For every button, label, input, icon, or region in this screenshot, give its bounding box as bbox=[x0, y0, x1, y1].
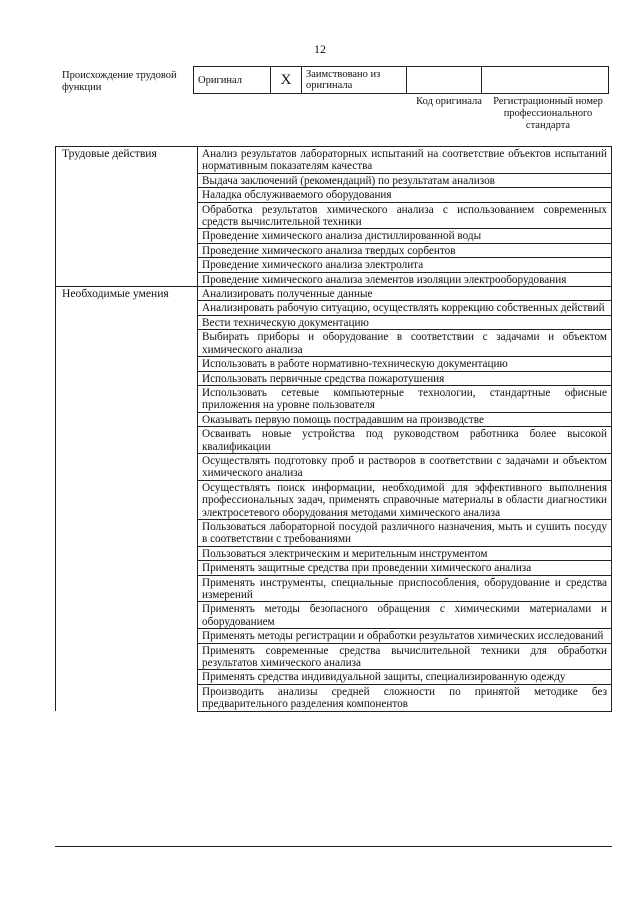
section-title-continuation bbox=[56, 371, 198, 385]
page-bottom-border bbox=[55, 846, 612, 847]
table-cell-item: Использовать сетевые компьютерные технологии, стандартные офисные приложения на уровне пользователя bbox=[198, 385, 612, 412]
table-cell-item: Выбирать приборы и оборудование в соответствии с задачами и объектом химического анализа bbox=[198, 330, 612, 357]
table-row bbox=[56, 684, 612, 711]
table-cell-item: Проведение химического анализа элементов изоляции электрооборудования bbox=[198, 272, 612, 286]
code-cell bbox=[407, 67, 482, 94]
section-title-continuation bbox=[56, 519, 198, 546]
table-row bbox=[56, 546, 612, 560]
table-row bbox=[56, 330, 612, 357]
section-title-continuation bbox=[56, 272, 198, 286]
table-cell-item: Использовать в работе нормативно-техническую документацию bbox=[198, 357, 612, 371]
table-cell-item: Проведение химического анализа твердых сорбентов bbox=[198, 243, 612, 257]
section-title: Необходимые умения bbox=[56, 287, 198, 301]
section-title-continuation bbox=[56, 453, 198, 480]
table-cell-item: Применять методы безопасного обращения с химическими материалами и оборудованием bbox=[198, 602, 612, 629]
section-title-continuation bbox=[56, 629, 198, 643]
table-row bbox=[56, 453, 612, 480]
origin-table bbox=[193, 66, 609, 94]
section-title-continuation bbox=[56, 243, 198, 257]
page-number: 12 bbox=[314, 42, 326, 56]
section-title-continuation bbox=[56, 480, 198, 519]
table-row bbox=[56, 202, 612, 229]
table-row bbox=[56, 575, 612, 602]
table-cell-item: Анализировать рабочую ситуацию, осуществлять коррекцию собственных действий bbox=[198, 301, 612, 315]
section-title-continuation bbox=[56, 173, 198, 187]
table-row bbox=[56, 188, 612, 202]
section-title-continuation bbox=[56, 385, 198, 412]
section-title-continuation bbox=[56, 546, 198, 560]
table-row bbox=[56, 173, 612, 187]
function-table bbox=[55, 146, 612, 712]
section-title-continuation bbox=[56, 427, 198, 454]
section-title-continuation bbox=[56, 330, 198, 357]
table-row bbox=[56, 602, 612, 629]
reg-number-cell bbox=[482, 67, 609, 94]
section-title-continuation bbox=[56, 643, 198, 670]
section-title-continuation bbox=[56, 315, 198, 329]
borrowed-cell: Заимствовано из оригинала bbox=[302, 67, 407, 94]
table-cell-item: Пользоваться лабораторной посудой различного назначения, мыть и сушить посуду в соответствии с требованиями bbox=[198, 519, 612, 546]
section-title-continuation bbox=[56, 684, 198, 711]
section-title-continuation bbox=[56, 202, 198, 229]
table-cell-item: Оказывать первую помощь пострадавшим на производстве bbox=[198, 412, 612, 426]
table-row bbox=[56, 258, 612, 272]
table-row bbox=[56, 357, 612, 371]
table-row bbox=[56, 670, 612, 684]
table-cell-item: Осуществлять поиск информации, необходимой для эффективного выполнения профессиональных задач, применять справочные материалы в области диагностики электросетевого оборудования методами химического анализа bbox=[198, 480, 612, 519]
table-row bbox=[56, 643, 612, 670]
table-row bbox=[56, 301, 612, 315]
table-cell-item: Применять современные средства вычислительной техники для обработки результатов химического анализа bbox=[198, 643, 612, 670]
table-cell-item: Анализировать полученные данные bbox=[198, 287, 612, 301]
table-row bbox=[56, 272, 612, 286]
table-cell-item: Осваивать новые устройства под руководством работника более высокой квалификации bbox=[198, 427, 612, 454]
origin-label: Происхождение трудовой функции bbox=[62, 70, 177, 93]
table-row bbox=[56, 315, 612, 329]
table-cell-item: Обработка результатов химического анализа с использованием современных средств вычислительной техники bbox=[198, 202, 612, 229]
section-title-continuation bbox=[56, 575, 198, 602]
table-cell-item: Применять защитные средства при проведении химического анализа bbox=[198, 561, 612, 575]
section-title-continuation bbox=[56, 561, 198, 575]
original-mark: X bbox=[271, 67, 302, 94]
table-row bbox=[56, 480, 612, 519]
section-title-continuation bbox=[56, 258, 198, 272]
table-cell-item: Применять средства индивидуальной защиты, специализированную одежду bbox=[198, 670, 612, 684]
table-row bbox=[56, 147, 612, 174]
table-row bbox=[56, 629, 612, 643]
table-cell-item: Вести техническую документацию bbox=[198, 315, 612, 329]
reg-number-caption: Регистрационный номер профессионального стандарта bbox=[493, 96, 603, 131]
table-cell-item: Применять инструменты, специальные приспособления, оборудование и средства измерений bbox=[198, 575, 612, 602]
section-title-continuation bbox=[56, 229, 198, 243]
table-row bbox=[56, 427, 612, 454]
table-row bbox=[56, 412, 612, 426]
section-title-continuation bbox=[56, 412, 198, 426]
table-cell-item: Осуществлять подготовку проб и растворов в соответствии с задачами и объектом химического анализа bbox=[198, 453, 612, 480]
table-cell-item: Применять методы регистрации и обработки результатов химических исследований bbox=[198, 629, 612, 643]
table-cell-item: Проведение химического анализа дистиллированной воды bbox=[198, 229, 612, 243]
table-row bbox=[56, 229, 612, 243]
section-title-continuation bbox=[56, 602, 198, 629]
section-title: Трудовые действия bbox=[56, 147, 198, 174]
original-cell: Оригинал bbox=[194, 67, 271, 94]
table-row bbox=[56, 287, 612, 301]
table-row bbox=[56, 385, 612, 412]
table-cell-item: Проведение химического анализа электролита bbox=[198, 258, 612, 272]
section-title-continuation bbox=[56, 357, 198, 371]
table-cell-item: Выдача заключений (рекомендаций) по результатам анализов bbox=[198, 173, 612, 187]
table-row bbox=[56, 243, 612, 257]
table-cell-item: Использовать первичные средства пожаротушения bbox=[198, 371, 612, 385]
table-cell-item: Производить анализы средней сложности по принятой методике без предварительного разделения компонентов bbox=[198, 684, 612, 711]
table-row bbox=[56, 519, 612, 546]
table-row bbox=[56, 371, 612, 385]
code-caption: Код оригинала bbox=[416, 96, 482, 107]
section-title-continuation bbox=[56, 188, 198, 202]
table-cell-item: Анализ результатов лабораторных испытаний на соответствие объектов испытаний нормативным показателям качества bbox=[198, 147, 612, 174]
section-title-continuation bbox=[56, 670, 198, 684]
section-title-continuation bbox=[56, 301, 198, 315]
table-cell-item: Пользоваться электрическим и мерительным инструментом bbox=[198, 546, 612, 560]
table-cell-item: Наладка обслуживаемого оборудования bbox=[198, 188, 612, 202]
table-row bbox=[56, 561, 612, 575]
